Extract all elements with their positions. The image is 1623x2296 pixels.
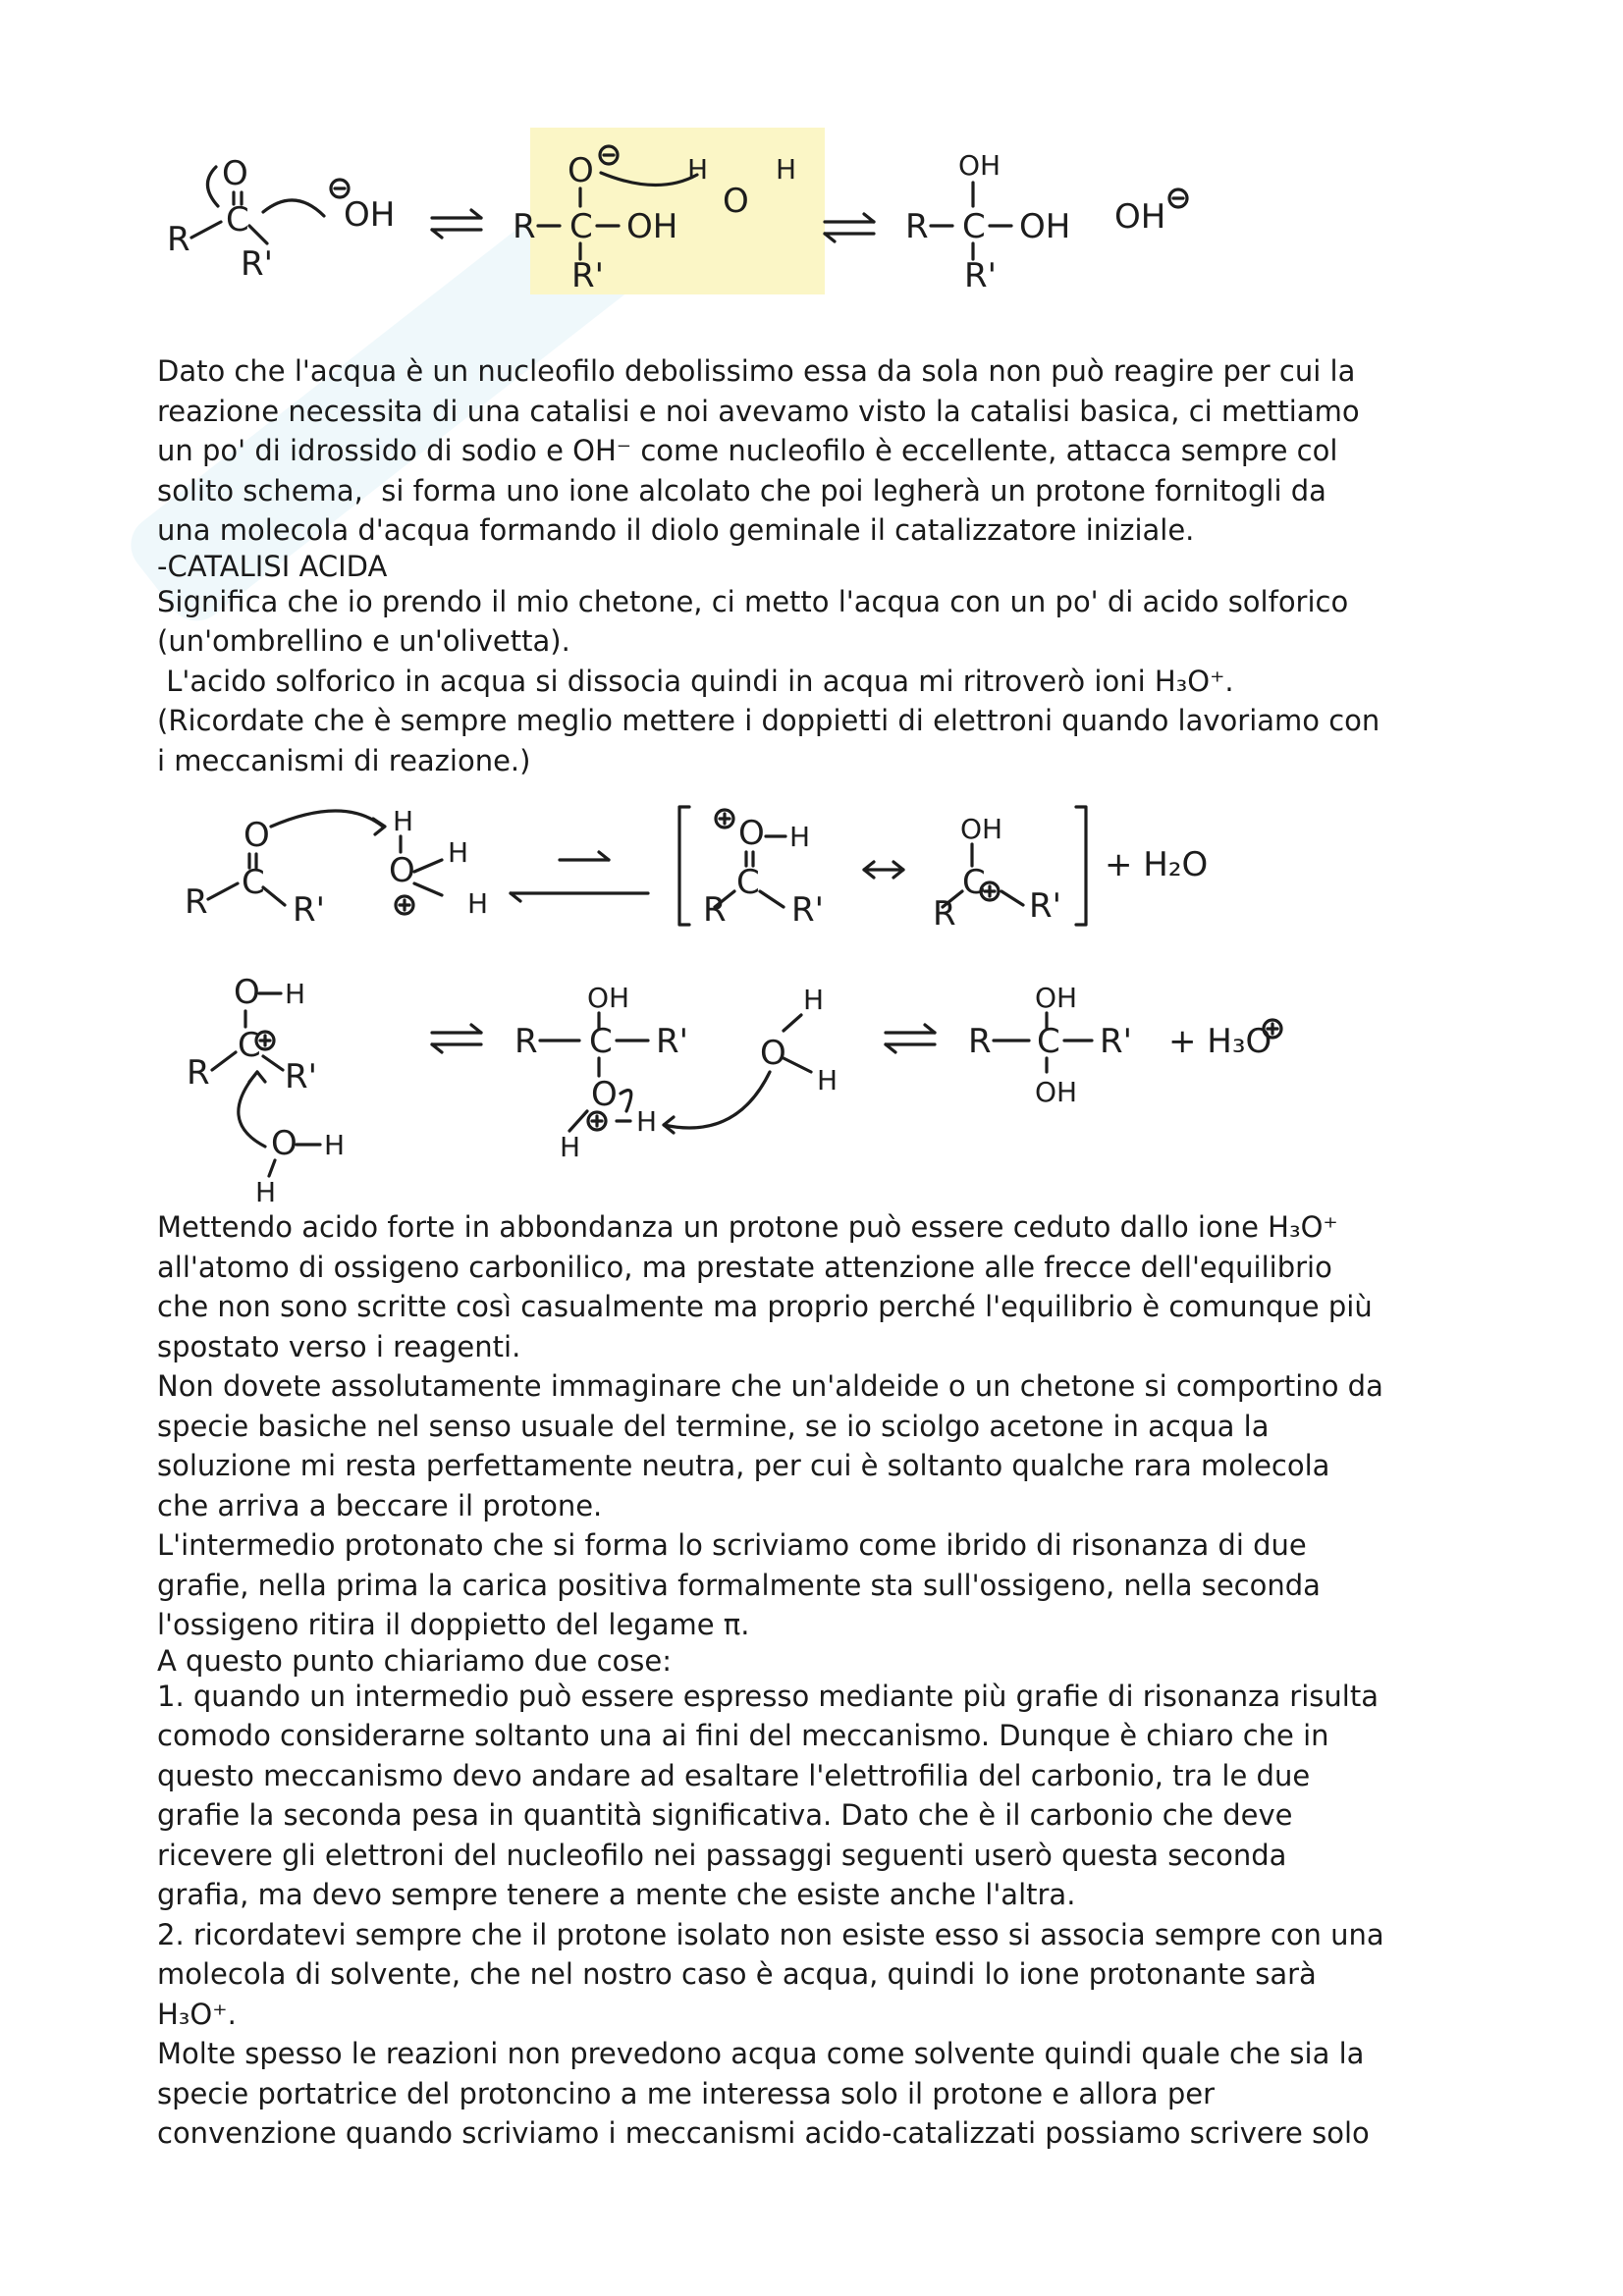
paragraph-acid-catalysis <box>157 1207 1473 2154</box>
atom-H: H <box>467 887 489 920</box>
text-line: l'ossigeno ritira il doppietto del legame π. <box>157 1608 750 1641</box>
hydronium-product: + H₃O <box>1168 1022 1272 1061</box>
text-line: A questo punto chiariamo due cose: <box>157 1643 672 1678</box>
atom-H: H <box>687 153 709 186</box>
atom-H: H <box>393 805 414 837</box>
atom-O-oxonium: O <box>591 1075 618 1114</box>
atom-R: R <box>185 882 208 922</box>
text-line: che non sono scritte così casualmente ma proprio perché l'equilibrio è comunque più <box>157 1290 1373 1323</box>
atom-H: H <box>285 978 306 1010</box>
atom-Rp: R' <box>964 256 997 295</box>
hydroxide-ion: OH <box>1114 197 1166 237</box>
atom-O: O <box>234 974 260 1012</box>
atom-R: R <box>187 1053 210 1093</box>
atom-H: H <box>560 1131 581 1163</box>
text-line: che arriva a beccare il protone. <box>157 1488 603 1522</box>
atom-C: C <box>242 863 265 902</box>
text-line: reazione necessita di una catalisi e noi avevamo visto la catalisi basica, ci mettiamo <box>157 394 1360 428</box>
atom-Rp: R' <box>285 1057 317 1096</box>
atom-Rp: R' <box>656 1022 688 1061</box>
atom-H: H <box>448 836 469 869</box>
text-line: Mettendo acido forte in abbondanza un protone può essere ceduto dallo ione H₃O⁺ <box>157 1210 1338 1244</box>
atom-O-water: O <box>760 1034 786 1073</box>
text-line: soluzione mi resta perfettamente neutra, per cui è soltanto qualche rara molecola <box>157 1449 1330 1482</box>
text-line: Dato che l'acqua è un nucleofilo debolissimo essa da sola non può reagire per cui la <box>157 354 1356 388</box>
reaction-scheme-water-attack <box>147 974 1306 1209</box>
text-line: Non dovete assolutamente immaginare che un'aldeide o un chetone si comportino da <box>157 1369 1383 1403</box>
atom-OH: OH <box>960 813 1003 845</box>
text-line: ricevere gli elettroni del nucleofilo nei passaggi seguenti userò questa seconda <box>157 1838 1287 1872</box>
atom-R: R <box>968 1022 992 1061</box>
atom-C-carbocation: C <box>962 863 986 902</box>
atom-O-water: O <box>271 1124 298 1163</box>
reaction-scheme-base-catalysis <box>147 128 1267 304</box>
atom-C: C <box>736 863 760 902</box>
atom-C: C <box>569 207 593 246</box>
atom-C: C <box>962 207 986 246</box>
text-line: L'intermedio protonato che si forma lo scriviamo come ibrido di risonanza di due <box>157 1528 1307 1562</box>
atom-R: R <box>167 220 190 259</box>
atom-O: O <box>243 816 270 855</box>
atom-OH: OH <box>1035 982 1078 1014</box>
atom-O-alkoxide: O <box>568 151 594 190</box>
text-line: H₃O⁺. <box>157 1997 237 2031</box>
text-line: 2. ricordatevi sempre che il protone isolato non esiste esso si associa sempre con una <box>157 1917 1384 1951</box>
water-product: + H₂O <box>1105 845 1209 884</box>
atom-R: R <box>933 894 956 934</box>
text-line: Significa che io prendo il mio chetone, ci metto l'acqua con un po' di acido solforico <box>157 584 1349 618</box>
text-line: L'acido solforico in acqua si dissocia quindi in acqua mi ritroverò ioni H₃O⁺. <box>157 664 1234 698</box>
text-line: questo meccanismo devo andare ad esaltare l'elettrofilia del carbonio, tra le due <box>157 1758 1311 1792</box>
text-line: grafie, nella prima la carica positiva formalmente sta sull'ossigeno, nella seconda <box>157 1568 1321 1602</box>
atom-O-protonated: O <box>738 814 765 853</box>
atom-H: H <box>776 153 797 186</box>
text-line: (Ricordate che è sempre meglio mettere i doppietti di elettroni quando lavoriamo con <box>157 704 1380 737</box>
text-line: (un'ombrellino e un'olivetta). <box>157 624 570 658</box>
reaction-scheme-acid-protonation <box>147 797 1257 944</box>
atom-O-water: O <box>723 182 749 221</box>
atom-Rp: R' <box>1100 1022 1132 1061</box>
atom-C: C <box>226 200 249 240</box>
text-line: un po' di idrossido di sodio e OH⁻ come nucleofilo è eccellente, attacca sempre col <box>157 434 1338 467</box>
text-line: solito schema, si forma uno ione alcolato che poi legherà un protone fornitogli da <box>157 473 1326 507</box>
atom-Rp: R' <box>1029 886 1061 926</box>
atom-OH: OH <box>587 982 630 1014</box>
text-line: comodo considerarne soltanto una ai fini del meccanismo. Dunque è chiaro che in <box>157 1719 1329 1752</box>
text-line: i meccanismi di reazione.) <box>157 743 531 777</box>
atom-C-carbocation: C <box>238 1026 261 1065</box>
atom-H: H <box>636 1105 658 1138</box>
text-line: Molte spesso le reazioni non prevedono acqua come solvente quindi quale che sia la <box>157 2037 1365 2070</box>
text-line: specie basiche nel senso usuale del termine, se io sciolgo acetone in acqua la <box>157 1409 1270 1443</box>
section-heading-catalisi-acida: -CATALISI ACIDA <box>157 549 388 583</box>
atom-C: C <box>1037 1022 1060 1061</box>
text-line: grafia, ma devo sempre tenere a mente che esiste anche l'altra. <box>157 1878 1076 1911</box>
paragraph-base-catalysis <box>157 351 1473 780</box>
atom-O-hydronium: O <box>389 851 415 890</box>
text-line: molecola di solvente, che nel nostro caso è acqua, quindi lo ione protonante sarà <box>157 1957 1317 1991</box>
atom-R: R <box>514 1022 538 1061</box>
text-line: una molecola d'acqua formando il diolo geminale il catalizzatore iniziale. <box>157 513 1195 547</box>
atom-OH: OH <box>1019 207 1071 246</box>
text-line: spostato verso i reagenti. <box>157 1329 521 1363</box>
atom-H: H <box>255 1176 277 1208</box>
text-line: 1. quando un intermedio può essere espresso mediante più grafie di risonanza risulta <box>157 1679 1379 1713</box>
atom-O: O <box>222 154 248 193</box>
text-line: specie portatrice del protoncino a me interessa solo il protone e allora per <box>157 2076 1216 2110</box>
atom-H: H <box>324 1129 346 1161</box>
atom-OH-top: OH <box>958 149 1001 182</box>
atom-H: H <box>803 984 825 1016</box>
atom-H: H <box>789 821 811 853</box>
atom-R: R <box>905 207 929 246</box>
text-line: convenzione quando scriviamo i meccanismi acido-catalizzati possiamo scrivere solo <box>157 2116 1370 2150</box>
atom-OH-nucleophile: OH <box>344 195 396 235</box>
text-line: grafie la seconda pesa in quantità significativa. Dato che è il carbonio che deve <box>157 1798 1293 1832</box>
atom-R: R <box>703 890 727 930</box>
atom-OH: OH <box>626 207 678 246</box>
atom-Rp: R' <box>571 256 604 295</box>
atom-Rp: R' <box>241 244 273 284</box>
atom-Rp: R' <box>791 890 824 930</box>
atom-OH-bottom: OH <box>1035 1076 1078 1108</box>
atom-C: C <box>589 1022 613 1061</box>
atom-H: H <box>817 1064 839 1096</box>
atom-R: R <box>513 207 536 246</box>
text-line: all'atomo di ossigeno carbonilico, ma prestate attenzione alle frecce dell'equilibrio <box>157 1250 1332 1284</box>
atom-Rp: R' <box>293 890 325 930</box>
